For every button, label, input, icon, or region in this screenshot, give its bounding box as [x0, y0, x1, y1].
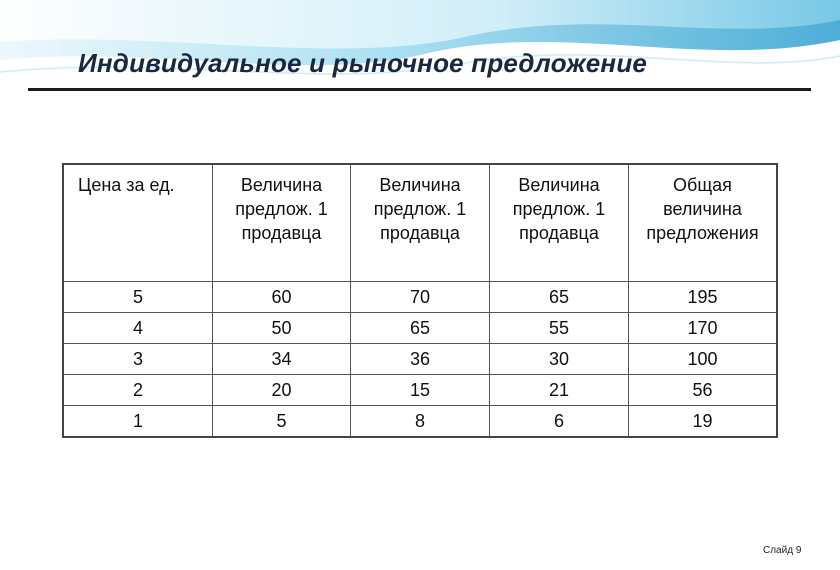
cell-seller3: 6	[490, 406, 629, 438]
cell-seller2: 65	[351, 313, 490, 344]
table-row	[63, 313, 777, 344]
header-price: Цена за ед.	[63, 164, 213, 282]
cell-seller2: 36	[351, 344, 490, 375]
cell-seller2: 8	[351, 406, 490, 438]
cell-total: 56	[629, 375, 778, 406]
cell-seller1: 20	[213, 375, 351, 406]
cell-seller1: 50	[213, 313, 351, 344]
cell-total: 100	[629, 344, 778, 375]
cell-price: 2	[63, 375, 213, 406]
table-row	[63, 282, 777, 313]
cell-price: 4	[63, 313, 213, 344]
cell-total: 195	[629, 282, 778, 313]
table-row	[63, 406, 777, 438]
cell-seller2: 70	[351, 282, 490, 313]
cell-seller3: 55	[490, 313, 629, 344]
cell-total: 19	[629, 406, 778, 438]
cell-total: 170	[629, 313, 778, 344]
cell-seller1: 34	[213, 344, 351, 375]
cell-price: 5	[63, 282, 213, 313]
header-seller-supply: Величина предлож. 1 продавца	[351, 164, 490, 282]
cell-seller3: 65	[490, 282, 629, 313]
header-seller-supply: Величина предлож. 1 продавца	[490, 164, 629, 282]
table-header-row	[63, 164, 777, 282]
table-row	[63, 344, 777, 375]
cell-seller1: 60	[213, 282, 351, 313]
slide-number: Слайд 9	[763, 545, 802, 556]
cell-price: 3	[63, 344, 213, 375]
cell-seller3: 21	[490, 375, 629, 406]
title-underline	[28, 88, 811, 91]
slide-title: Индивидуальное и рыночное предложение	[78, 48, 648, 78]
cell-seller2: 15	[351, 375, 490, 406]
supply-table	[62, 163, 778, 438]
table-row	[63, 375, 777, 406]
header-total-supply: Общая величина предложения	[629, 164, 778, 282]
cell-price: 1	[63, 406, 213, 438]
cell-seller3: 30	[490, 344, 629, 375]
header-seller-supply: Величина предлож. 1 продавца	[213, 164, 351, 282]
cell-seller1: 5	[213, 406, 351, 438]
